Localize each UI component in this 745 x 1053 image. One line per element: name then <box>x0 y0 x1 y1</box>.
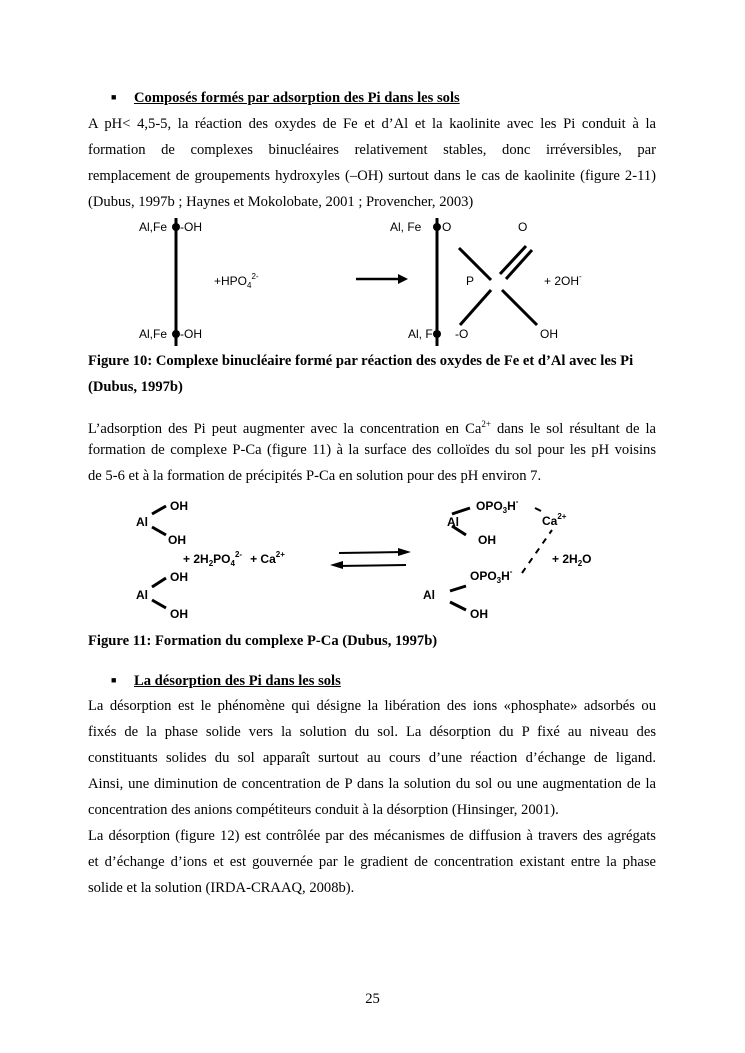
page-number: 25 <box>365 991 380 1007</box>
text-line: A pH< 4,5-5, la réaction des oxydes de Fe et d’Al et la kaolinite avec les Pi conduit à la <box>88 116 656 132</box>
svg-text:Al: Al <box>136 515 148 529</box>
text-line: remplacement de groupements hydroxyles (–OH) surtout dans le cas de kaolinite (figure 2-11) <box>88 168 656 184</box>
svg-text:OH: OH <box>168 533 186 547</box>
svg-text:Al: Al <box>447 515 459 529</box>
svg-text:+ 2OH-: + 2OH- <box>544 272 582 288</box>
svg-text:OH: OH <box>170 570 188 584</box>
svg-text:OH: OH <box>540 327 558 341</box>
svg-text:Ca2+: $Ca^{2+}$ <box>542 512 567 528</box>
svg-text:OH: OH <box>470 607 488 621</box>
figure-11-diagram <box>0 490 745 625</box>
svg-text:-O: -O <box>455 327 469 341</box>
svg-text:+HPO42-: $+HPO_4^{2-}$ <box>214 272 259 290</box>
svg-text:Al: Al <box>136 588 148 602</box>
text-line: fixés de la phase solide vers la solution du sol. La désorption du P fixé au niveau des <box>88 724 656 740</box>
svg-text:Al,Fe: Al,Fe <box>139 327 168 341</box>
figure-11-caption: Figure 11: Formation du complexe P-Ca (Dubus, 1997b) <box>88 633 438 649</box>
svg-text:+ 2H2O: + $2H_2O$ <box>552 552 592 568</box>
text-line: L’adsorption des Pi peut augmenter avec la concentration en $Ca^{2+}$ dans le sol résultant de la <box>88 419 656 437</box>
svg-text:Al: Al <box>423 588 435 602</box>
text-line: (Dubus, 1997b ; Haynes et Mokolobate, 2001 ; Provencher, 2003) <box>88 194 474 210</box>
section-heading: Composés formés par adsorption des Pi dans les sols <box>134 90 460 106</box>
svg-text:Al, Fe: Al, Fe <box>390 220 422 234</box>
svg-text:Al, F: Al, F <box>408 327 433 341</box>
section-heading: La désorption des Pi dans les sols <box>134 673 341 689</box>
text-line: La désorption (figure 12) est contrôlée par des mécanismes de diffusion à travers des agrégats <box>88 828 656 844</box>
text-line: La désorption est le phénomène qui désigne la libération des ions «phosphate» adsorbés ou <box>88 698 656 714</box>
bullet-icon: ■ <box>111 675 117 685</box>
figure-10-diagram <box>0 210 745 350</box>
svg-text:O: O <box>442 220 452 234</box>
figure-10-caption: (Dubus, 1997b) <box>88 379 183 395</box>
svg-text:Al,Fe: Al,Fe <box>139 220 168 234</box>
text-line: constituants solides du sol apparaît surtout au cours d’une réaction d’échange de ligand. <box>88 750 656 766</box>
figure-10-caption: Figure 10: Complexe binucléaire formé par réaction des oxydes de Fe et d’Al avec les Pi <box>88 353 634 369</box>
text-line: solide et la solution (IRDA-CRAAQ, 2008b). <box>88 880 355 896</box>
svg-text:OH: OH <box>478 533 496 547</box>
svg-text:OH: OH <box>170 499 188 513</box>
text-line: formation de complexes binucléaires relativement stables, donc irréversibles, par <box>88 142 656 158</box>
svg-text:OPO3H-: $OPO_3H^-$ <box>476 497 519 515</box>
svg-text:O: O <box>518 220 528 234</box>
svg-text:-OH: -OH <box>180 327 202 341</box>
text-line: concentration des anions compétiteurs conduit à la désorption (Hinsinger, 2001). <box>88 802 559 818</box>
text-line: formation de complexe P-Ca (figure 11) à la surface des colloïdes du sol pour les pH voisins <box>88 442 656 458</box>
text-line: et d’échange d’ions et est gouvernée par le gradient de concentration existant entre la phase <box>88 854 656 870</box>
svg-text:+ 2H2PO42-+ Ca2+: + $2H_2PO_4^{2-} + Ca^{2+}$ <box>183 550 285 568</box>
svg-text:-OH: -OH <box>180 220 202 234</box>
text-line: de 5-6 et à la formation de précipités P-Ca en solution pour des pH environ 7. <box>88 468 542 484</box>
text-line: Ainsi, une diminution de concentration de P dans la solution du sol ou une augmentation de la <box>88 776 656 792</box>
svg-text:OH: OH <box>170 607 188 621</box>
svg-text:OPO3H-: $OPO_3H^-$ <box>470 567 513 585</box>
bullet-icon: ■ <box>111 92 117 102</box>
svg-text:P: P <box>466 274 475 288</box>
